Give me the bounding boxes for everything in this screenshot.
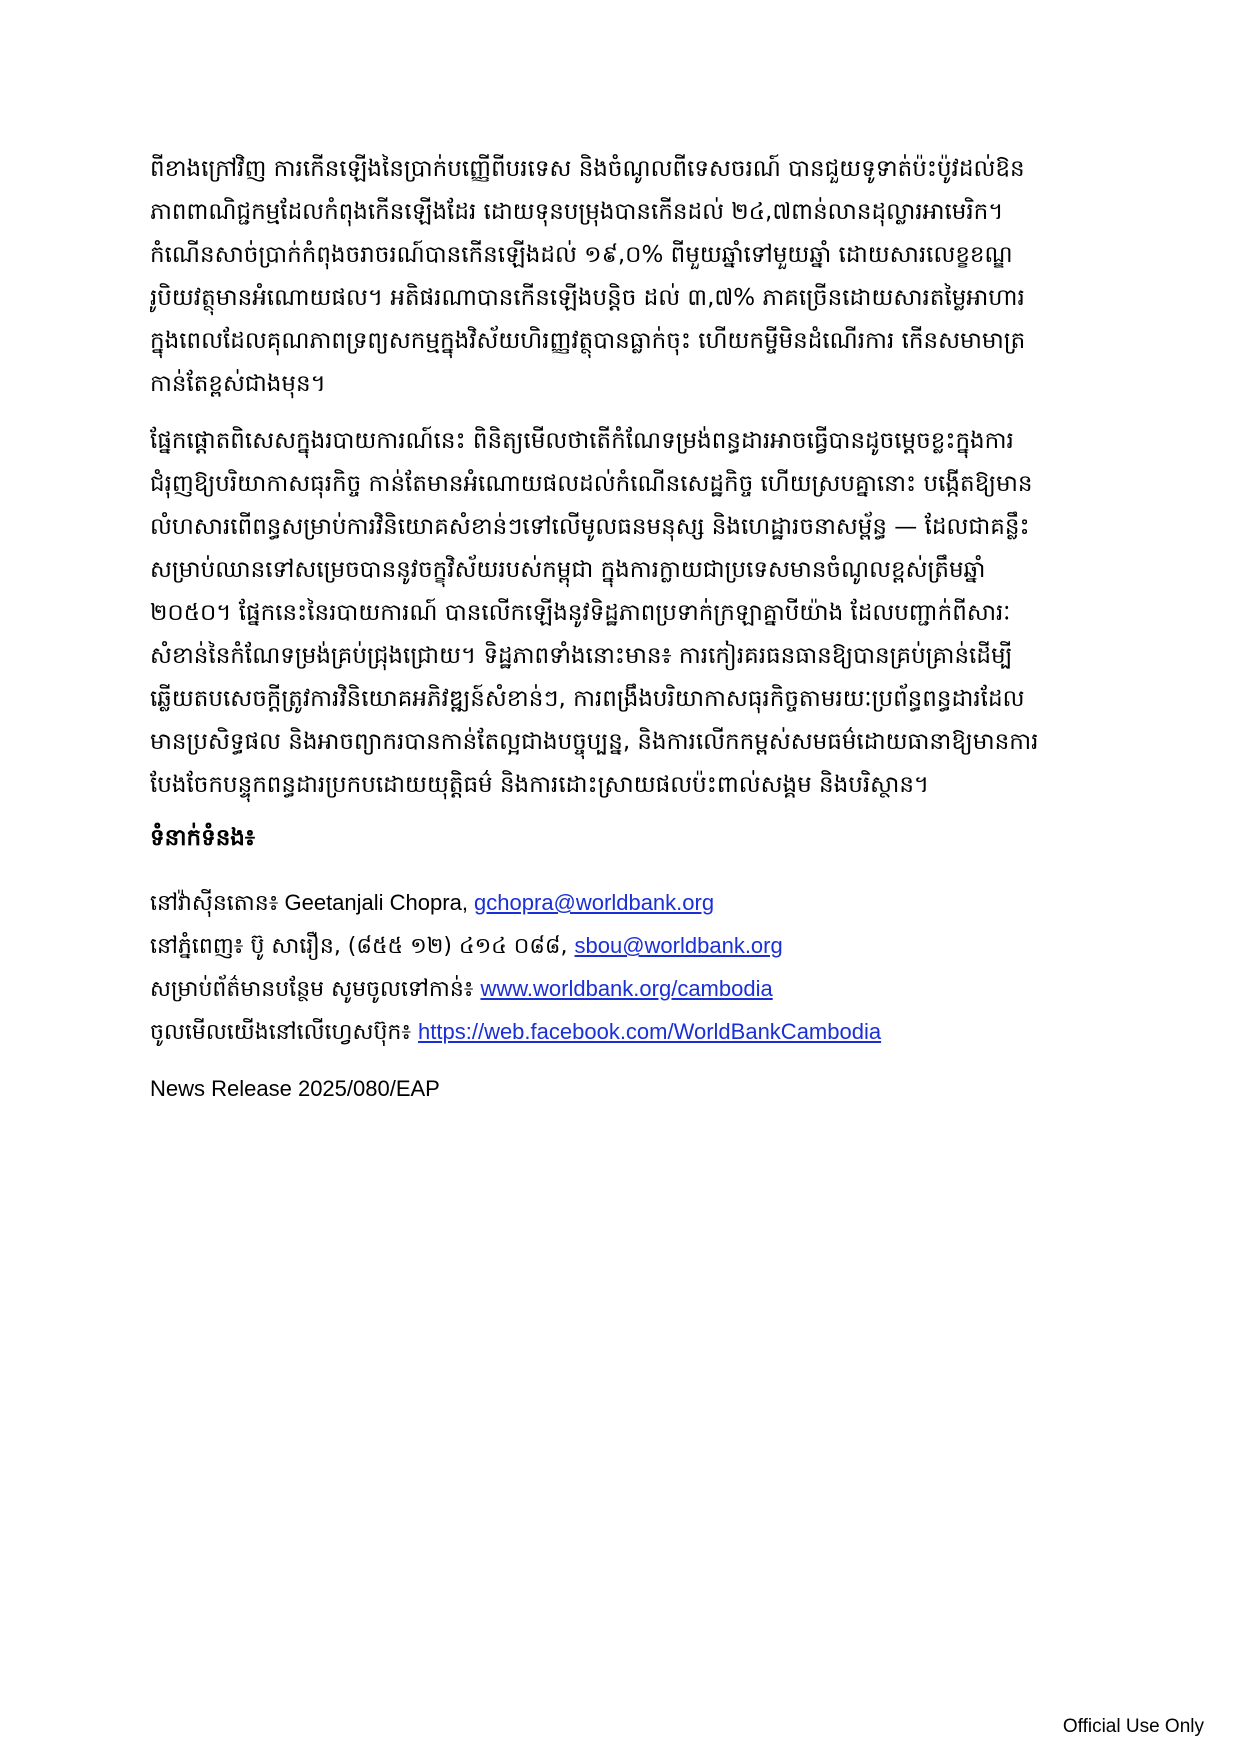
paragraph-special-focus <box>150 420 1095 807</box>
facebook-link[interactable]: https://web.facebook.com/WorldBankCambodia <box>418 1019 882 1044</box>
text-line: ភាពពាណិជ្ជកម្មដែលកំពុងកើនឡើងដែរ ដោយទុនបម្រុងបានកើនដល់ ២៤,៧ពាន់លានដុល្លារអាមេរិក។ <box>150 199 1004 225</box>
phnom-penh-email-link[interactable]: sbou@worldbank.org <box>574 933 783 958</box>
text-line: មានប្រសិទ្ធផល និងអាចព្យាករបានកាន់តែល្អជាងបច្ចុប្បន្ន, និងការលើកកម្ពស់សមធម៌ដោយធានាឱ្យមានការ <box>150 729 1039 755</box>
classification-label: Official Use Only <box>1062 1716 1204 1737</box>
text-line: លំហសារពើពន្ធសម្រាប់ការវិនិយោគសំខាន់ៗទៅលើមូលធនមនុស្ស និងហេដ្ឋារចនាសម្ព័ន្ធ — ដែលជាគន្លឹះ <box>150 514 1030 540</box>
news-release-number: News Release 2025/080/EAP <box>150 1076 440 1101</box>
contacts-heading: ទំនាក់ទំនង៖ <box>150 825 256 851</box>
text-line: បែងចែកបន្ទុកពន្ធដារប្រកបដោយយុត្តិធម៌ និងការដោះស្រាយផលប៉ះពាល់សង្គម និងបរិស្ថាន។ <box>150 772 930 798</box>
text-line: កាន់តែខ្ពស់ជាងមុន។ <box>150 371 326 397</box>
contacts-block <box>150 882 1095 1054</box>
document-body <box>150 148 1095 1104</box>
website-link[interactable]: www.worldbank.org/cambodia <box>480 976 773 1001</box>
washington-email-link[interactable]: gchopra@worldbank.org <box>474 890 715 915</box>
contact-facebook <box>150 1011 1095 1054</box>
contact-more-info <box>150 968 1095 1011</box>
text-line: សម្រាប់ឈានទៅសម្រេចបាននូវចក្ខុវិស័យរបស់កម្ពុជា ក្នុងការក្លាយជាប្រទេសមានចំណូលខ្ពស់ត្រឹមឆ្នាំ <box>150 557 986 583</box>
text-line: កំណើនសាច់ប្រាក់កំពុងចរាចរណ៍បានកើនឡើងដល់ ១៩,០% ពីមួយឆ្នាំទៅមួយឆ្នាំ ដោយសារលេខ្ខខណ្ឌ <box>150 242 1013 268</box>
contact-washington-name: Geetanjali Chopra, <box>278 890 475 915</box>
text-line: ផ្នែកផ្តោតពិសេសក្នុងរបាយការណ៍នេះ ពិនិត្យមើលថាតើកំណែទម្រង់ពន្ធដារអាចធ្វើបានដូចម្តេចខ្លះក្នុងការ <box>150 428 1014 454</box>
text-line: ក្នុងពេលដែលគុណភាពទ្រព្យសកម្មក្នុងវិស័យហិរញ្ញវត្ថុបានធ្លាក់ចុះ ហើយកម្ចីមិនដំណើរការ កើនសមាមាត្រ <box>150 328 1026 354</box>
text-line: ២០៥០។ ផ្នែកនេះនៃរបាយការណ៍ បានលើកឡើងនូវទិដ្ឋភាពប្រទាក់ក្រឡាគ្នាបីយ៉ាង ដែលបញ្ជាក់ពីសារៈ <box>150 600 1011 626</box>
facebook-label: ចូលមើលយើងនៅលើហ្វេសប៊ុក៖ <box>150 1020 419 1045</box>
contact-washington <box>150 882 1095 925</box>
text-line: ពីខាងក្រៅវិញ ការកើនឡើងនៃប្រាក់បញ្ញើពីបរទេស និងចំណូលពីទេសចរណ៍ បានជួយទូទាត់ប៉ះប៉ូវដល់ឱន <box>150 156 1025 182</box>
text-line: ឆ្លើយតបសេចក្តីត្រូវការវិនិយោគអភិវឌ្ឍន៍សំខាន់ៗ, ការពង្រឹងបរិយាកាសធុរកិច្ចតាមរយៈប្រព័ន្ធពន្ធដារដែល <box>150 686 1025 712</box>
contact-phnom-penh-label: នៅភ្នំពេញ៖ ប៊ូ សារឿន, (៨៥៥ ១២) ៤១៤ ០៨៨, <box>150 934 575 959</box>
text-line: សំខាន់នៃកំណែទម្រង់គ្រប់ជ្រុងជ្រោយ។ ទិដ្ឋភាពទាំងនោះមាន៖ ការកៀរគរធនធានឱ្យបានគ្រប់គ្រាន់ដើម្បី <box>150 643 1013 669</box>
contact-phnom-penh <box>150 925 1095 968</box>
text-line: រូបិយវត្ថុមានអំណោយផល។ អតិផរណាបានកើនឡើងបន្តិច ដល់ ៣,៧% ភាគច្រើនដោយសារតម្លៃអាហារ <box>150 285 1025 311</box>
more-info-label: សម្រាប់ព័ត៌មានបន្ថែម សូមចូលទៅកាន់៖ <box>150 977 481 1002</box>
text-line: ជំរុញឱ្យបរិយាកាសធុរកិច្ច កាន់តែមានអំណោយផលដល់កំណើនសេដ្ឋកិច្ច ហើយស្របគ្នានោះ បង្កើតឱ្យមាន <box>150 471 1033 497</box>
paragraph-external-sector <box>150 148 1095 406</box>
contact-washington-label: នៅវ៉ាស៊ីនតោន៖ <box>150 891 279 916</box>
